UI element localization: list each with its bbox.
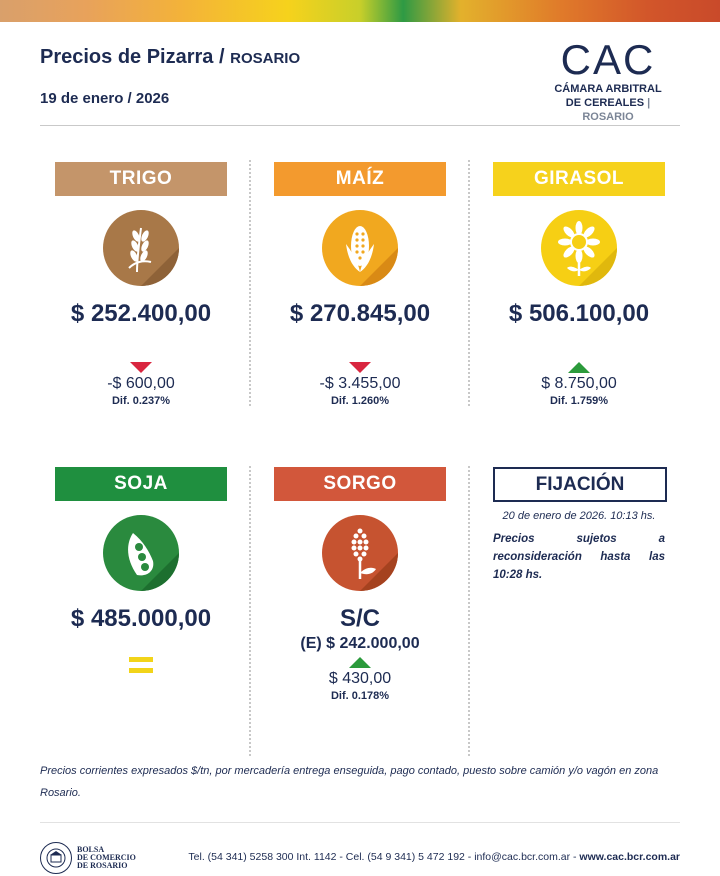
bcr-logo: [40, 842, 136, 874]
website-link[interactable]: www.cac.bcr.com.ar: [579, 851, 680, 863]
trend-up-icon: [349, 657, 371, 668]
product-card-maiz: [274, 162, 446, 407]
trend-down-icon: [130, 362, 152, 373]
product-diff-pct: Dif. 0.178%: [330, 690, 390, 702]
product-card-sorgo: [274, 467, 446, 702]
sunflower-icon: [541, 210, 617, 286]
product-estimate: (E) $ 242.000,00: [300, 635, 420, 652]
bcr-line3: DE ROSARIO: [77, 861, 128, 870]
product-price: $ 485.000,00: [70, 605, 212, 632]
fijacion-note: Precios sujetos a reconsideración hasta las 10:28 hs.: [493, 533, 665, 581]
color-band: [0, 0, 720, 22]
contact-info: [180, 851, 680, 863]
corn-icon: [322, 210, 398, 286]
product-label: SORGO: [274, 467, 446, 501]
product-label: TRIGO: [55, 162, 227, 196]
trend-down-icon: [349, 362, 371, 373]
fijacion-label: FIJACIÓN: [493, 467, 667, 502]
sorghum-icon: [322, 515, 398, 591]
column-divider: [249, 466, 251, 756]
trend-up-icon: [568, 362, 590, 373]
column-divider: [468, 466, 470, 756]
wheat-icon: [103, 210, 179, 286]
product-card-girasol: [493, 162, 665, 407]
product-diff: -$ 3.455,00: [319, 375, 401, 392]
footer-divider: [40, 822, 680, 823]
soybean-icon: [103, 515, 179, 591]
product-card-trigo: [55, 162, 227, 407]
product-diff-pct: Dif. 0.237%: [111, 395, 171, 407]
bcr-line2: DE COMERCIO: [77, 853, 136, 862]
cac-logo-line2: DE CEREALES | ROSARIO: [565, 97, 651, 123]
column-divider: [249, 160, 251, 406]
product-price: S/C: [339, 605, 380, 632]
cac-logo-line1: CÁMARA ARBITRAL: [554, 83, 662, 95]
page-title-location: ROSARIO: [230, 50, 301, 67]
contact-text: Tel. (54 341) 5258 300 Int. 1142 - Cel. (54 9 341) 5 472 192 - info@cac.bcr.com.ar -: [188, 851, 580, 863]
product-label: MAÍZ: [274, 162, 446, 196]
product-price: $ 270.845,00: [289, 300, 431, 327]
product-label: SOJA: [55, 467, 227, 501]
report-date: 19 de enero / 2026: [40, 90, 170, 107]
product-price: $ 252.400,00: [70, 300, 212, 327]
product-card-soja: [55, 467, 227, 679]
column-divider: [468, 160, 470, 406]
cac-logo-mark: CAC: [560, 36, 656, 83]
bcr-seal-icon: [40, 842, 72, 874]
fijacion-timestamp: 20 de enero de 2026. 10:13 hs.: [502, 510, 656, 522]
product-diff-pct: Dif. 1.260%: [330, 395, 390, 407]
product-diff: $ 8.750,00: [541, 375, 617, 392]
trend-equal-icon: [129, 657, 153, 673]
product-diff: -$ 600,00: [107, 375, 175, 392]
page-title: Precios de Pizarra / ROSARIO: [40, 46, 301, 68]
product-price: $ 506.100,00: [508, 300, 650, 327]
header-divider: [40, 125, 680, 126]
product-diff: $ 430,00: [328, 670, 392, 687]
price-footnote: Precios corrientes expresados $/tn, por mercadería entrega enseguida, pago contado, puesto sobre camión y/o vagón en zona Rosario.: [40, 765, 659, 799]
product-diff-pct: Dif. 1.759%: [549, 395, 609, 407]
cac-logo: [548, 38, 668, 124]
bcr-line1: BOLSA: [77, 845, 105, 854]
product-label: GIRASOL: [493, 162, 665, 196]
